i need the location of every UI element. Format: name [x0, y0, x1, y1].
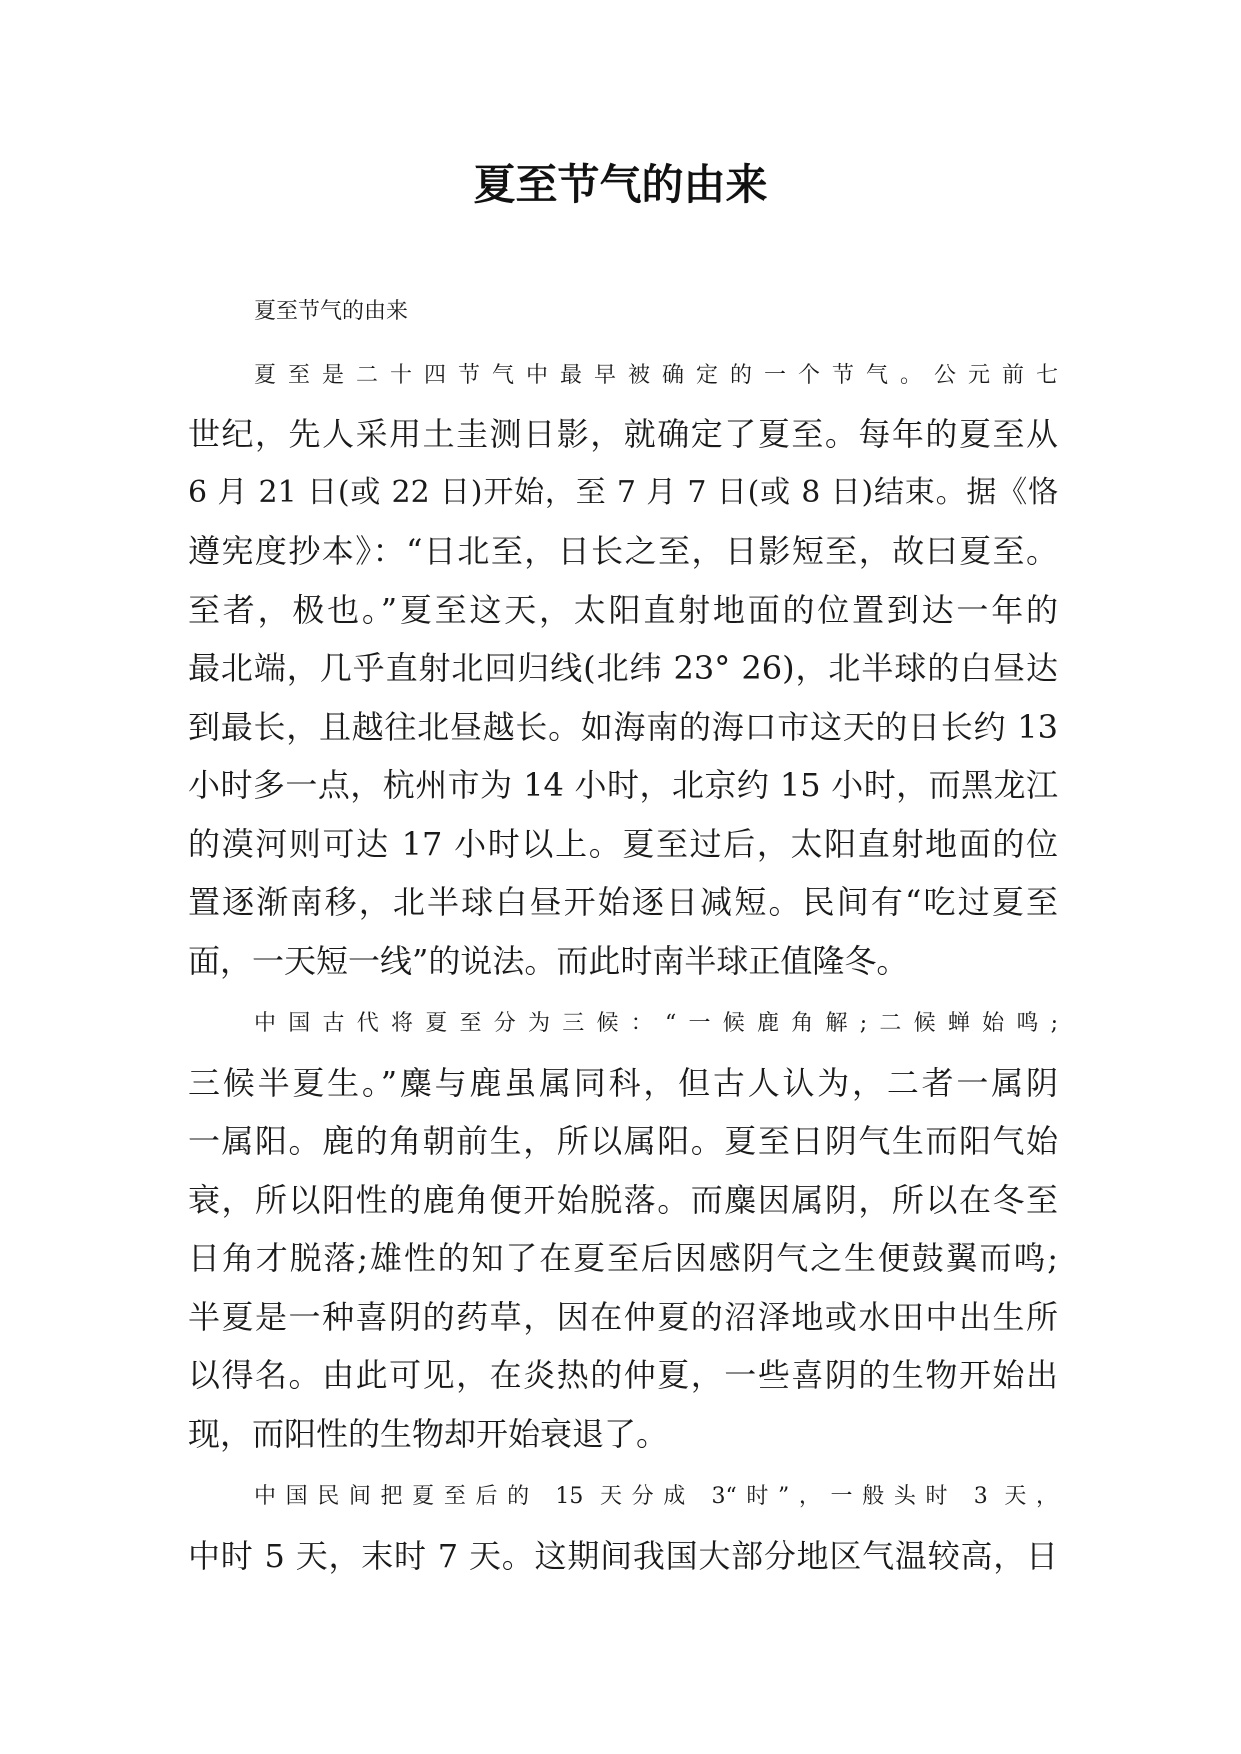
document-title: 夏至节气的由来: [473, 160, 768, 209]
paragraph-line: 中国古代将夏至分为三候：“一候鹿角解;二候蝉始鸣;: [254, 1011, 1058, 1036]
paragraph-origin: [188, 347, 1058, 991]
paragraph-line: 夏至是二十四节气中最早被确定的一个节气。公元前七: [254, 362, 1058, 388]
paragraph-line: 日角才脱落;雄性的知了在夏至后因感阴气之生便鼓翼而鸣;: [188, 1239, 1058, 1277]
paragraph-three-phases: [188, 995, 1058, 1463]
paragraph-line: 最北端，几乎直射北回归线(北纬 23° 26)，北半球的白昼达: [188, 649, 1058, 687]
paragraph-line: 现，而阳性的生物却开始衰退了。: [188, 1414, 669, 1453]
paragraph-line: 以得名。由此可见，在炎热的仲夏，一些喜阴的生物开始出: [188, 1356, 1058, 1394]
paragraph-line: 至者，极也。”夏至这天，太阳直射地面的位置到达一年的: [188, 590, 1058, 629]
paragraph-line: 小时多一点，杭州市为 14 小时，北京约 15 小时，而黑龙江: [188, 766, 1058, 804]
subtitle-paragraph: [188, 283, 1058, 342]
paragraph-line: 置逐渐南移，北半球白昼开始逐日减短。民间有“吃过夏至: [188, 883, 1058, 921]
paragraph-folk-periods: [188, 1468, 1058, 1585]
paragraph-line: 6 月 21 日(或 22 日)开始，至 7 月 7 日(或 8 日)结束。据《恪: [188, 474, 1058, 510]
paragraph-line: 面，一天短一线”的说法。而此时南半球正值隆冬。: [188, 941, 909, 980]
paragraph-line: 的漠河则可达 17 小时以上。夏至过后，太阳直射地面的位: [188, 824, 1058, 863]
paragraph-line: 中国民间把夏至后的 15 天分成 3“时”，一般头时 3 天，: [254, 1484, 1058, 1509]
paragraph-line: 衰，所以阳性的鹿角便开始脱落。而麋因属阴，所以在冬至: [188, 1180, 1058, 1219]
document-body: [188, 283, 1058, 1585]
paragraph-line: 到最长，且越往北昼越长。如海南的海口市这天的日长约 13: [188, 707, 1058, 746]
paragraph-line: 世纪，先人采用土圭测日影，就确定了夏至。每年的夏至从: [188, 415, 1058, 453]
paragraph-line: 三候半夏生。”麋与鹿虽属同科，但古人认为，二者一属阴: [188, 1063, 1058, 1102]
paragraph-line: 中时 5 天，末时 7 天。这期间我国大部分地区气温较高，日: [188, 1536, 1058, 1575]
paragraph-line: 夏至节气的由来: [254, 299, 409, 324]
paragraph-line: 一属阳。鹿的角朝前生，所以属阳。夏至日阴气生而阳气始: [188, 1122, 1058, 1160]
paragraph-line: 遵宪度抄本》：“日北至，日长之至，日影短至，故曰夏至。: [188, 532, 1058, 570]
paragraph-line: 半夏是一种喜阴的药草，因在仲夏的沼泽地或水田中出生所: [188, 1297, 1058, 1336]
